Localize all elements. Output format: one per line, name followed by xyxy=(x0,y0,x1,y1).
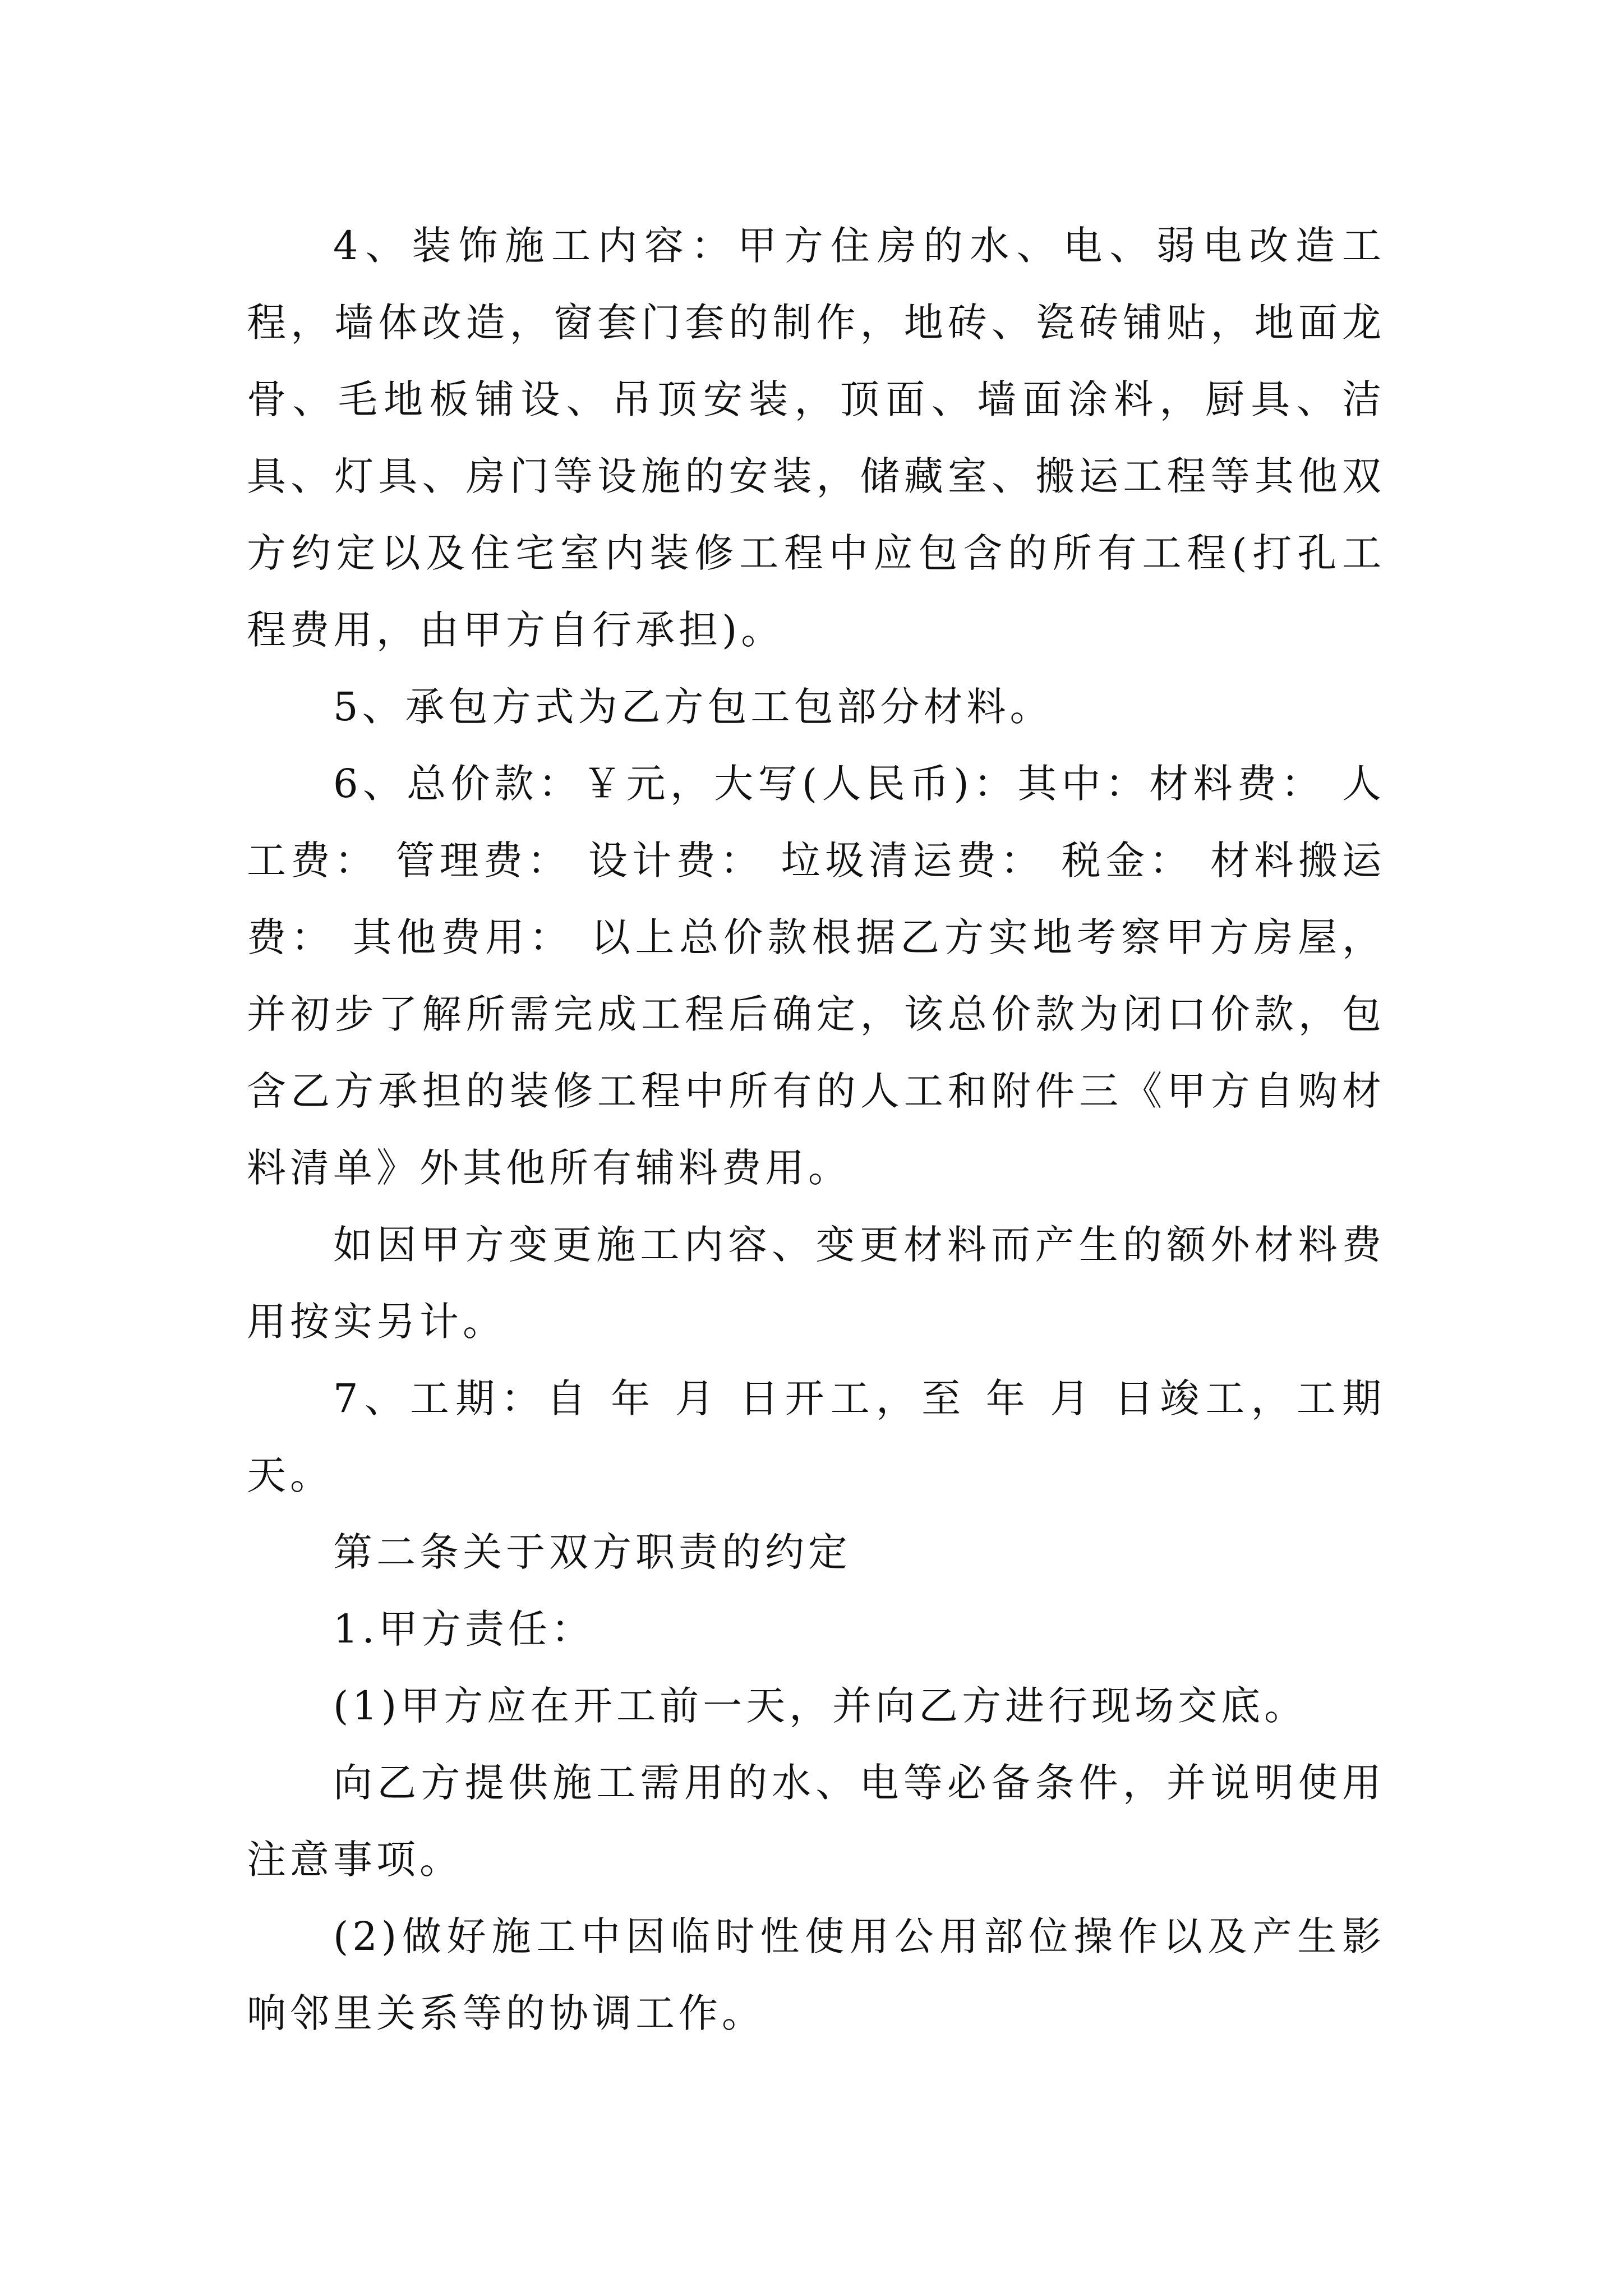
paragraph-construction-period: 7、工期：自 年 月 日开工，至 年 月 日竣工，工期 天。 xyxy=(247,1375,1385,1498)
subheading-party-a-responsibilities: 1.甲方责任： xyxy=(333,1606,594,1652)
paragraph-site-handover: (1)甲方应在开工前一天，并向乙方进行现场交底。 xyxy=(333,1683,1308,1729)
section-heading-responsibilities: 第二条关于双方职责的约定 xyxy=(333,1529,851,1575)
paragraph-total-price: 6、总价款：￥元，大写(人民币)：其中：材料费： 人工费： 管理费： 设计费： 垃圾清运费： 税金： 材料搬运费： 其他费用： 以上总价款根据乙方实地考察甲方房屋，并初步了解所需完成工程后确定，该总价款为闭口价款，包含乙方承担的装修工程中所有的人工和附件三《甲方自购材料清单》外其他所有辅料费用。 xyxy=(247,761,1385,1191)
paragraph-neighbor-coordination: (2)做好施工中因临时性使用公用部位操作以及产生影响邻里关系等的协调工作。 xyxy=(247,1913,1385,2036)
paragraph-contract-mode: 5、承包方式为乙方包工包部分材料。 xyxy=(333,684,1053,730)
paragraph-utilities: 向乙方提供施工需用的水、电等必备条件，并说明使用注意事项。 xyxy=(247,1760,1385,1883)
document-body xyxy=(247,208,1385,2052)
paragraph-extra-costs: 如因甲方变更施工内容、变更材料而产生的额外材料费用按实另计。 xyxy=(247,1222,1385,1345)
paragraph-decoration-scope: 4、装饰施工内容：甲方住房的水、电、弱电改造工程，墙体改造，窗套门套的制作，地砖、瓷砖铺贴，地面龙骨、毛地板铺设、吊顶安装，顶面、墙面涂料，厨具、洁具、灯具、房门等设施的安装，储藏室、搬运工程等其他双方约定以及住宅室内装修工程中应包含的所有工程(打孔工程费用，由甲方自行承担)。 xyxy=(247,223,1385,653)
